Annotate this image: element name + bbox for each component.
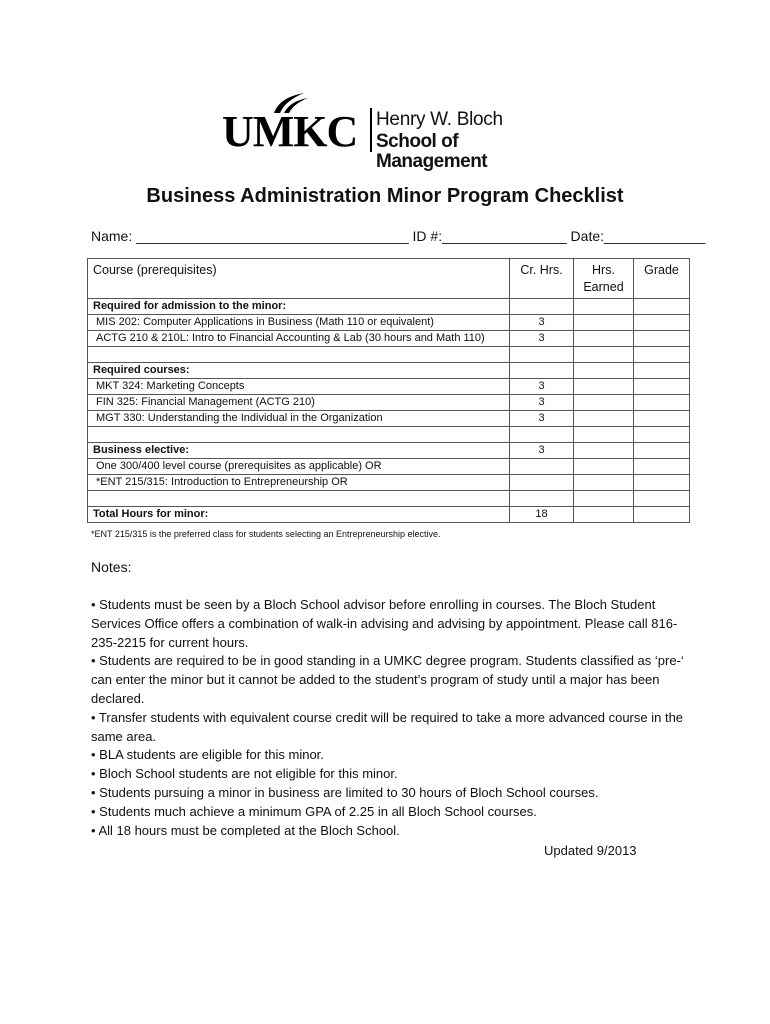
table-row: [88, 299, 690, 315]
hours-earned-cell[interactable]: [574, 347, 634, 363]
grade-cell[interactable]: [634, 347, 690, 363]
note-item: • BLA students are eligible for this minor.: [91, 747, 324, 763]
hours-earned-cell[interactable]: [574, 427, 634, 443]
course-checklist-table: [87, 258, 690, 523]
hours-earned-cell[interactable]: [574, 475, 634, 491]
grade-cell[interactable]: [634, 475, 690, 491]
note-item: • Students must be seen by a Bloch School advisor before enrolling in courses. The Bloch Student Services Office offers a combination of walk-in advising and advising by appointment. Please call 816-235-2215 for current hours.: [91, 597, 678, 650]
hours-earned-cell[interactable]: [574, 315, 634, 331]
grade-cell[interactable]: [634, 443, 690, 459]
credit-hours-cell: [510, 363, 574, 379]
credit-hours-cell: 3: [510, 411, 574, 427]
table-row: [88, 411, 690, 427]
credit-hours-cell: 3: [510, 443, 574, 459]
grade-cell[interactable]: [634, 507, 690, 523]
course-cell: FIN 325: Financial Management (ACTG 210): [88, 395, 510, 411]
credit-hours-cell: [510, 475, 574, 491]
table-row: [88, 331, 690, 347]
grade-cell[interactable]: [634, 459, 690, 475]
credit-hours-cell: 3: [510, 331, 574, 347]
note-item: • Students are required to be in good standing in a UMKC degree program. Students classified as ‘pre-‘ can enter the minor but it cannot be added to the student’s program of study until a major has been declared.: [91, 653, 684, 706]
hours-earned-cell[interactable]: [574, 491, 634, 507]
course-cell: *ENT 215/315: Introduction to Entrepreneurship OR: [88, 475, 510, 491]
table-row: [88, 427, 690, 443]
course-cell: [88, 347, 510, 363]
credit-hours-cell: 3: [510, 395, 574, 411]
logo-school-line2: School of Management: [376, 131, 488, 172]
table-row: [88, 379, 690, 395]
course-cell: [88, 427, 510, 443]
umkc-bloch-logo: [222, 92, 552, 172]
hours-earned-cell[interactable]: [574, 395, 634, 411]
grade-cell[interactable]: [634, 491, 690, 507]
table-row: [88, 491, 690, 507]
hours-earned-cell[interactable]: [574, 379, 634, 395]
notes-list: [91, 596, 691, 840]
header-grade: Grade: [634, 259, 690, 299]
note-item: • All 18 hours must be completed at the Bloch School.: [91, 822, 400, 838]
credit-hours-cell: [510, 299, 574, 315]
course-cell: Required courses:: [88, 363, 510, 379]
logo-divider: [370, 108, 372, 152]
table-row: [88, 347, 690, 363]
grade-cell[interactable]: [634, 395, 690, 411]
header-course: Course (prerequisites): [88, 259, 510, 299]
grade-cell[interactable]: [634, 379, 690, 395]
credit-hours-cell: [510, 427, 574, 443]
table-row: [88, 395, 690, 411]
hours-earned-cell[interactable]: [574, 363, 634, 379]
credit-hours-cell: 18: [510, 507, 574, 523]
header-hours-earned: Hrs. Earned: [574, 259, 634, 299]
grade-cell[interactable]: [634, 427, 690, 443]
hours-earned-cell[interactable]: [574, 507, 634, 523]
notes-heading: Notes:: [91, 559, 132, 575]
course-cell: One 300/400 level course (prerequisites as applicable) OR: [88, 459, 510, 475]
header-credit-hours: Cr. Hrs.: [510, 259, 574, 299]
credit-hours-cell: [510, 459, 574, 475]
course-cell: Business elective:: [88, 443, 510, 459]
course-cell: MKT 324: Marketing Concepts: [88, 379, 510, 395]
table-row: [88, 475, 690, 491]
footnote: *ENT 215/315 is the preferred class for students selecting an Entrepreneurship elective.: [91, 529, 441, 539]
table-row: [88, 507, 690, 523]
hours-earned-cell[interactable]: [574, 443, 634, 459]
note-item: • Transfer students with equivalent course credit will be required to take a more advanced course in the same area.: [91, 709, 684, 744]
logo-school-line1: Henry W. Bloch: [376, 109, 503, 130]
course-cell: Required for admission to the minor:: [88, 299, 510, 315]
credit-hours-cell: [510, 347, 574, 363]
hours-earned-cell[interactable]: [574, 459, 634, 475]
grade-cell[interactable]: [634, 299, 690, 315]
credit-hours-cell: 3: [510, 315, 574, 331]
hours-earned-cell[interactable]: [574, 411, 634, 427]
student-info-fields[interactable]: Name: ___________________________________ ID #:________________ Date:_____________: [91, 228, 706, 244]
note-item: • Students much achieve a minimum GPA of 2.25 in all Bloch School courses.: [91, 803, 537, 819]
course-cell: MGT 330: Understanding the Individual in the Organization: [88, 411, 510, 427]
credit-hours-cell: 3: [510, 379, 574, 395]
table-row: [88, 315, 690, 331]
hours-earned-cell[interactable]: [574, 331, 634, 347]
table-header-row: [88, 259, 690, 299]
hours-earned-cell[interactable]: [574, 299, 634, 315]
note-item: • Students pursuing a minor in business are limited to 30 hours of Bloch School courses.: [91, 784, 599, 800]
table-row: [88, 459, 690, 475]
table-row: [88, 363, 690, 379]
grade-cell[interactable]: [634, 331, 690, 347]
page-title: Business Administration Minor Program Checklist: [146, 185, 624, 207]
logo-wordmark: UMKC: [222, 107, 358, 156]
course-cell: MIS 202: Computer Applications in Business (Math 110 or equivalent): [88, 315, 510, 331]
grade-cell[interactable]: [634, 363, 690, 379]
grade-cell[interactable]: [634, 411, 690, 427]
credit-hours-cell: [510, 491, 574, 507]
note-item: • Bloch School students are not eligible for this minor.: [91, 766, 398, 782]
course-cell: Total Hours for minor:: [88, 507, 510, 523]
course-cell: ACTG 210 & 210L: Intro to Financial Accounting & Lab (30 hours and Math 110): [88, 331, 510, 347]
course-cell: [88, 491, 510, 507]
grade-cell[interactable]: [634, 315, 690, 331]
table-row: [88, 443, 690, 459]
updated-date: Updated 9/2013: [544, 843, 637, 858]
